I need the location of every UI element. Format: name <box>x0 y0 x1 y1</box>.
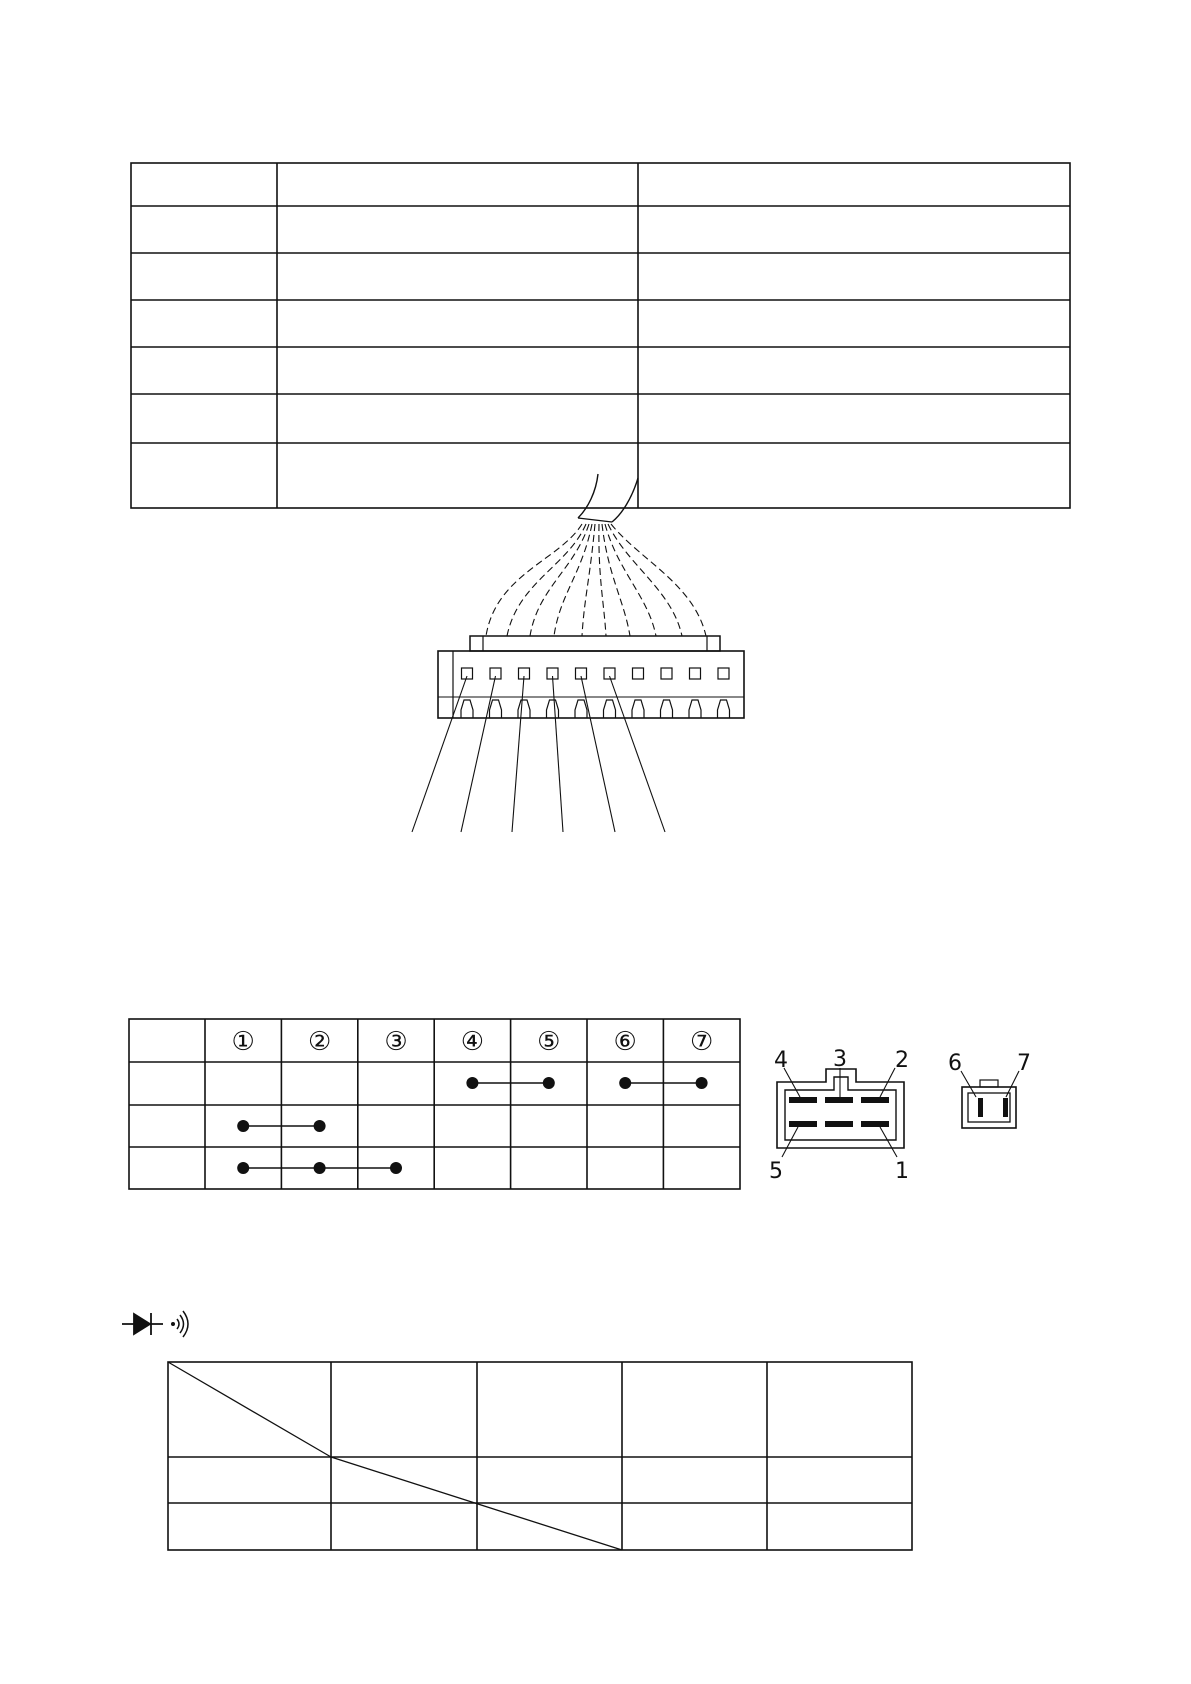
connector-pin-terminal <box>547 700 559 718</box>
plug-6pin-label-3: 3 <box>833 1047 847 1072</box>
plug-6pin <box>777 1068 904 1157</box>
buzzer-wave <box>180 1315 184 1333</box>
connection-dot <box>466 1077 478 1089</box>
wire-bundle <box>486 524 706 636</box>
pin-slot <box>1003 1098 1008 1117</box>
connector-pins <box>461 668 730 718</box>
plug-6pin-label-4: 4 <box>774 1048 788 1073</box>
plug-2pin-label-6: 6 <box>948 1051 962 1076</box>
connection-dot <box>237 1162 249 1174</box>
connector-pin-terminal <box>632 700 644 718</box>
plug-2pin <box>961 1071 1019 1128</box>
wire <box>554 524 592 636</box>
connector-pin-terminal <box>689 700 701 718</box>
diode-icon <box>122 1313 163 1335</box>
pin-slot <box>861 1121 889 1127</box>
connection-table-header-7: ⑦ <box>689 1027 714 1057</box>
plug-6pin-label-1: 1 <box>895 1159 909 1184</box>
plug-6pin-label-5: 5 <box>769 1159 783 1184</box>
buzzer-icon <box>171 1311 188 1337</box>
connection-table-header-5: ⑤ <box>537 1027 561 1057</box>
plug-2pin-label-7: 7 <box>1017 1051 1031 1076</box>
pin-slot <box>825 1097 853 1103</box>
pin-leader-line <box>512 676 524 832</box>
connection-dot <box>314 1162 326 1174</box>
bottom-table <box>168 1362 912 1550</box>
connection-dot <box>314 1120 326 1132</box>
buzzer-wave <box>177 1319 179 1329</box>
pin-slot <box>861 1097 889 1103</box>
cable-sheath-end <box>578 518 612 522</box>
connector-pin-terminal <box>718 700 730 718</box>
connector-pin-terminal <box>461 700 473 718</box>
connection-dot <box>696 1077 708 1089</box>
pin-leader-lines <box>412 676 665 832</box>
buzzer-dot <box>171 1322 175 1326</box>
connector-body <box>438 651 744 718</box>
connector-pin-window <box>718 668 729 679</box>
wire <box>530 524 589 636</box>
connector-pin-window <box>633 668 644 679</box>
connector-pin-terminal <box>490 700 502 718</box>
connection-table-header-3: ③ <box>384 1027 408 1057</box>
pin-slot <box>789 1097 817 1103</box>
connector-shoulder <box>470 636 720 651</box>
wire <box>611 524 706 636</box>
connector-pin-terminal <box>575 700 587 718</box>
plug-6pin-label-2: 2 <box>895 1048 909 1073</box>
connector-pin-terminal <box>604 700 616 718</box>
connection-table <box>129 1019 740 1189</box>
pin-leader-line <box>553 676 564 832</box>
cable-sheath-left <box>578 474 598 518</box>
wire <box>605 524 656 636</box>
top-table-frame <box>131 163 1070 508</box>
cable-sheath-right <box>612 478 638 522</box>
connector-pin-window <box>661 668 672 679</box>
pin-leader-line <box>412 676 467 832</box>
pin-slot <box>789 1121 817 1127</box>
harness-connector-drawing <box>412 474 744 832</box>
corner-diagonal <box>168 1362 331 1457</box>
connection-table-header-4: ④ <box>460 1027 485 1057</box>
top-table <box>131 163 1070 508</box>
diode-triangle <box>134 1314 150 1334</box>
bottom-table-frame <box>168 1362 912 1550</box>
connection-dot <box>237 1120 249 1132</box>
connection-dot <box>390 1162 402 1174</box>
pin-slot <box>825 1121 853 1127</box>
connection-table-header-2: ② <box>307 1027 332 1057</box>
pin-label-leader <box>880 1127 897 1157</box>
connection-table-header-1: ① <box>231 1027 255 1057</box>
connection-dot <box>619 1077 631 1089</box>
connector-pin-terminal <box>661 700 673 718</box>
connector-pin-terminal <box>518 700 530 718</box>
plug-2pin-latch <box>980 1080 998 1087</box>
wire <box>507 524 586 636</box>
pin-slot <box>978 1098 983 1117</box>
connection-dot <box>543 1077 555 1089</box>
wire <box>602 524 630 636</box>
connector-pin-window <box>690 668 701 679</box>
connection-table-header-6: ⑥ <box>613 1027 637 1057</box>
